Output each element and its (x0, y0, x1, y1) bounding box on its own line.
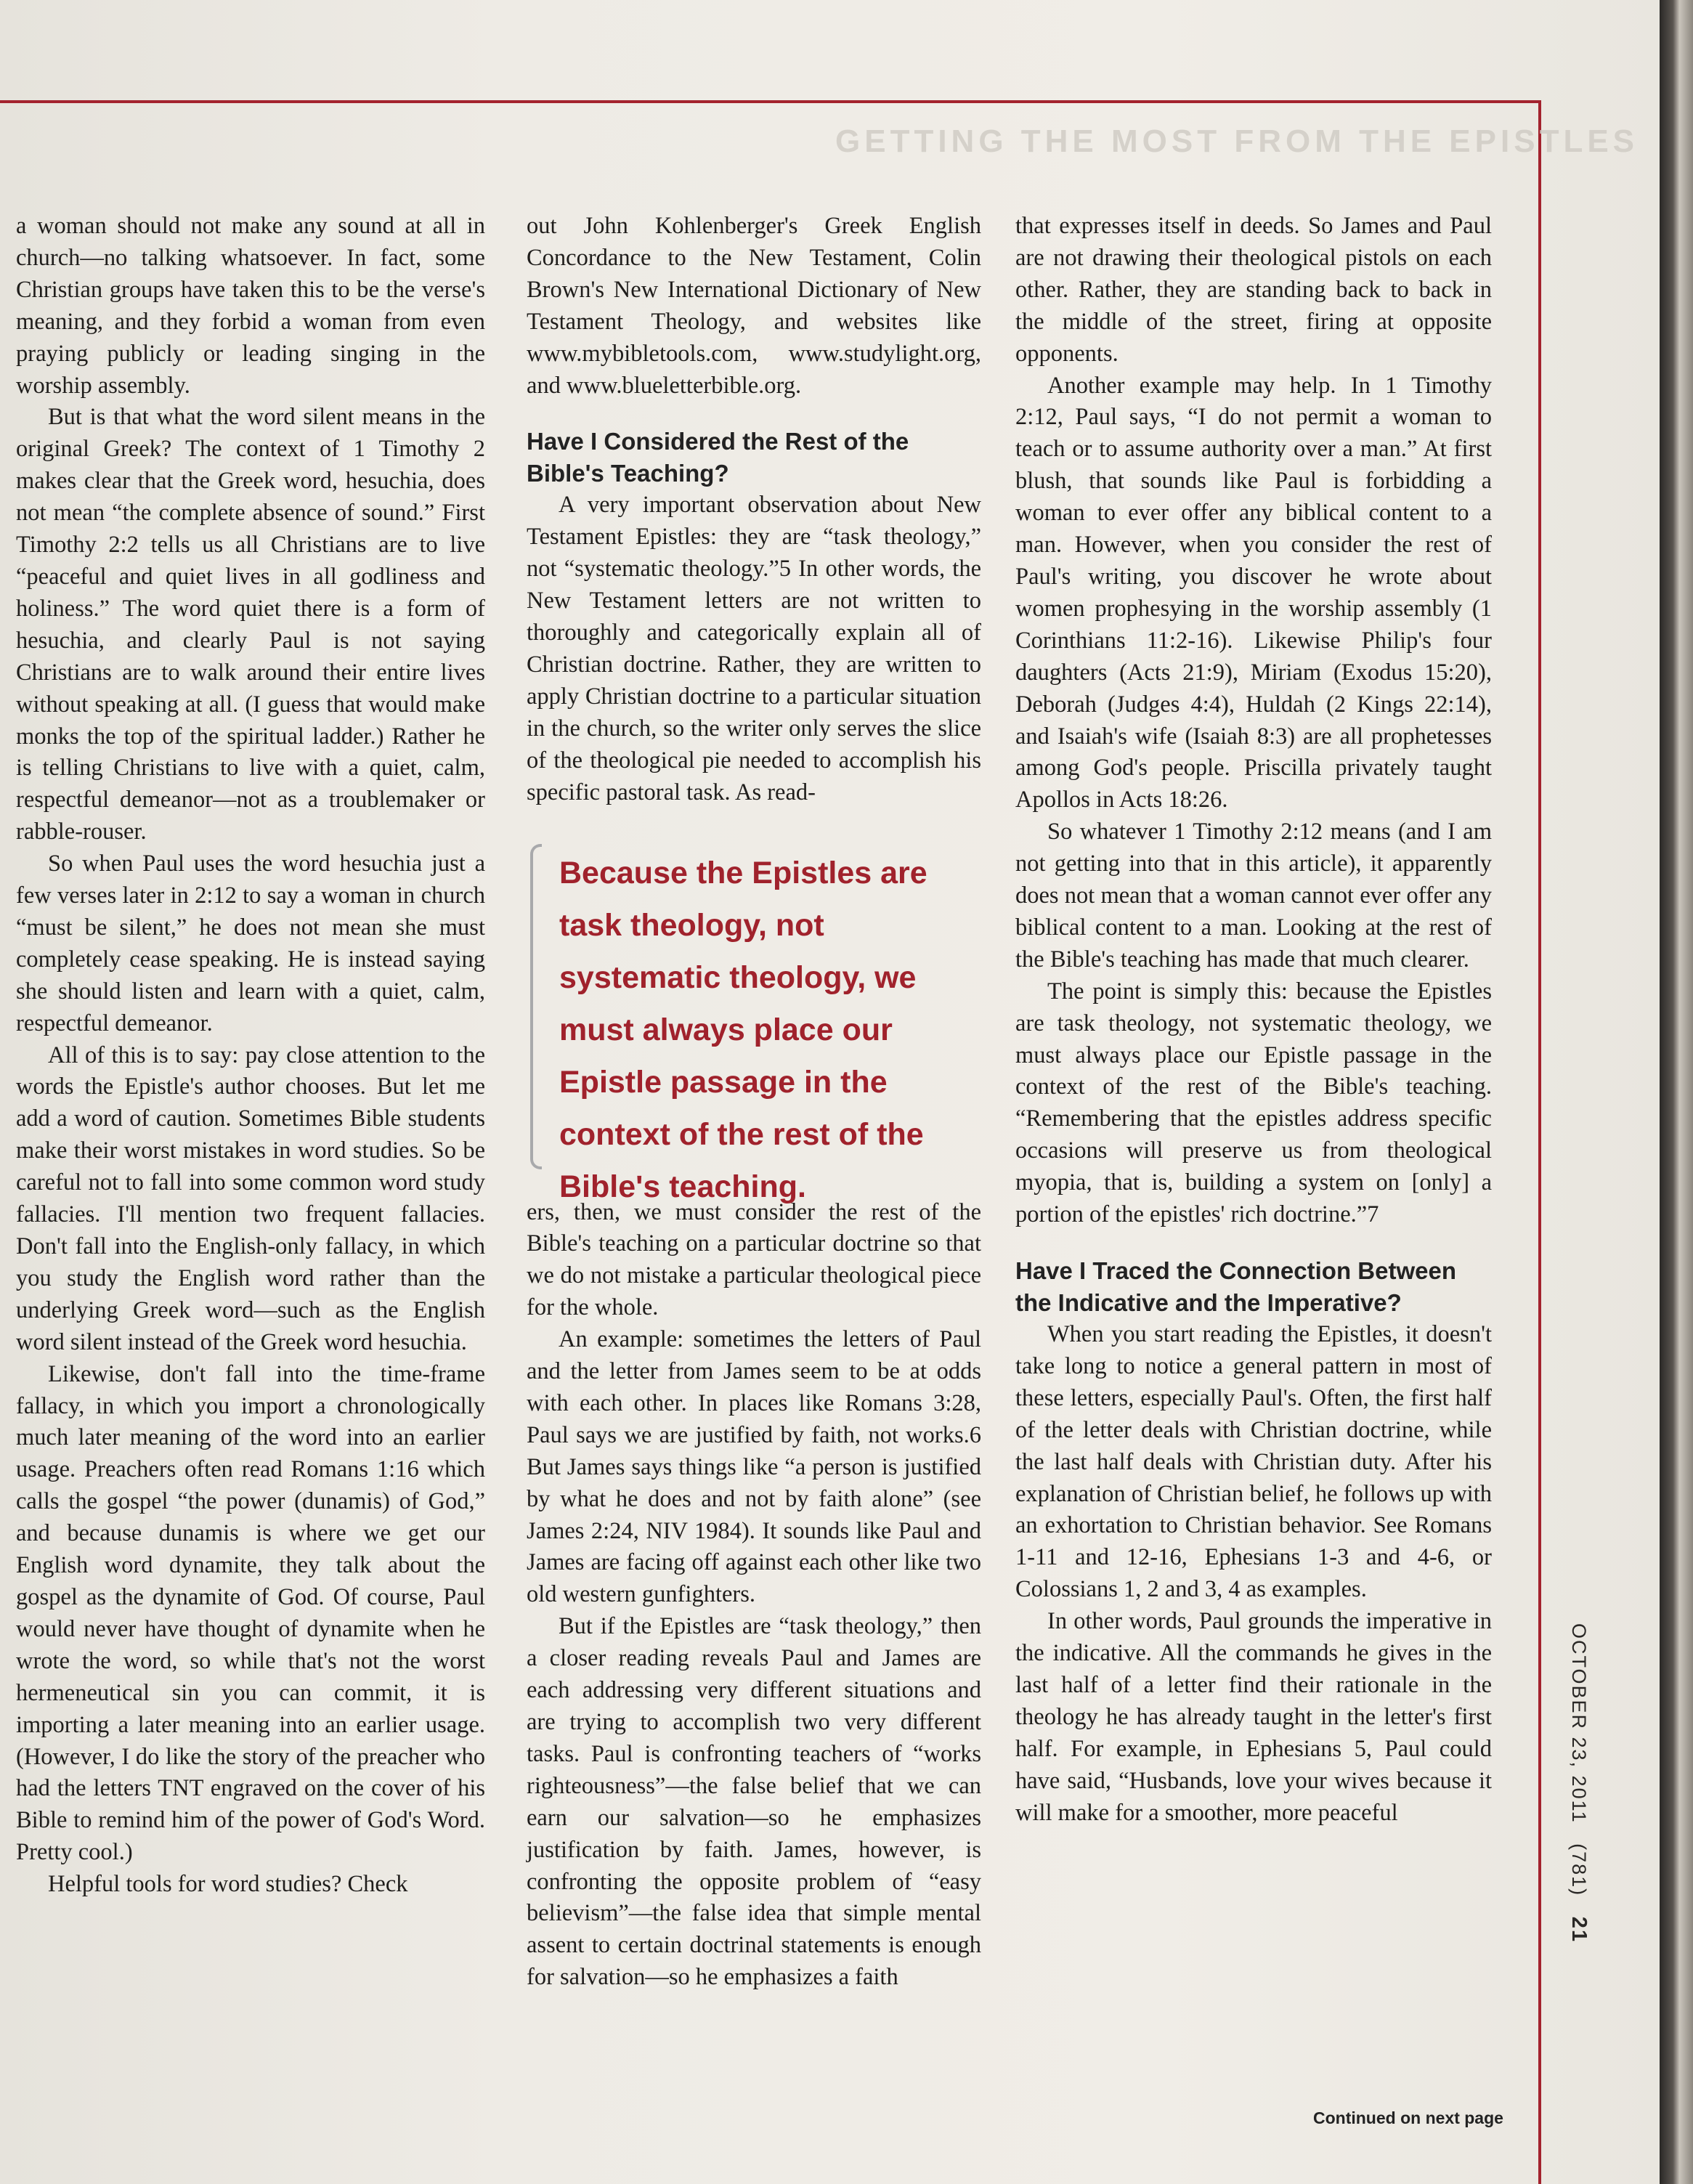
paragraph: So whatever 1 Timothy 2:12 means (and I am not getting into that in this article), it apparently does not mean that a woman cannot ever offer any biblical content to a man. Looking at the rest of the Bible's teaching has made that much clearer. (1015, 819, 1492, 973)
running-head: GETTING THE MOST FROM THE EPISTLES (835, 123, 1639, 159)
right-red-rule (1538, 100, 1541, 2184)
paragraph: When you start reading the Epistles, it doesn't take long to notice a general pattern in most of these letters, especially Paul's. Often, the first half of the letter deals with Christian doctrine, while the last half deals with Christian duty. After his explanation of Christian belief, he follows up with an exhortation to Christian behavior. See Romans 1-11 and 12-16, Ephesians 1-3 and 4-6, or Colossians 1, 2 and 3, 4 as examples. (1015, 1321, 1492, 1603)
paragraph: Another example may help. In 1 Timothy 2:12, Paul says, “I do not permit a woman to teach or to assume authority over a man.” At first blush, that sounds like Paul is forbidding a woman to ever offer any biblical content to a man. However, when you consider the rest of Paul's writing, you discover he wrote about women prophesying in the worship assembly (1 Corinthians 11:2-16). Likewise Philip's four daughters (Acts 21:9), Miriam (Exodus 15:20), Deborah (Judges 4:4), Huldah (2 Kings 22:14), and Isaiah's wife (Isaiah 8:3) are all prophetesses among God's people. Priscilla privately taught Apollos in Acts 18:26. (1015, 372, 1492, 813)
paragraph: A very important observation about New Testament Epistles: they are “task theology,” not “systematic theology.”5 In other words, the New Testament letters are not written to thoroughly and categorically explain all of Christian doctrine. Rather, they are written to apply Christian doctrine to a particular situation in the church, so the writer only serves the slice of the theological pie needed to accomplish his specific pastoral task. As read- (527, 492, 981, 805)
paragraph: that expresses itself in deeds. So James and Paul are not drawing their theological pistols on each other. Rather, they are standing back to back in the middle of the street, firing at opposite opponents. (1015, 213, 1492, 367)
paragraph: An example: sometimes the letters of Paul and the letter from James seem to be at odds with each other. In places like Romans 3:28, Paul says we are justified by faith, not works.6 But James says things like “a person is justified by what he does and not by faith alone” (see James 2:24, NIV 1984). It sounds like Paul and James are facing off against each other like two old western gunfighters. (527, 1326, 981, 1608)
paragraph: a woman should not make any sound at all in church—no talking whatsoever. In fact, some Christian groups have taken this to be the verse's meaning, and they forbid a woman from even praying publicly or leading singing in the worship assembly. (16, 213, 485, 399)
binding-edge (1660, 0, 1693, 2184)
issue-date: OCTOBER 23, 2011 (1568, 1623, 1590, 1824)
pull-quote-bracket (530, 844, 542, 1169)
paragraph: So when Paul uses the word hesuchia just a few verses later in 2:12 to say a woman in church “must be silent,” he does not mean she must completely cease speaking. He is instead saying she should listen and learn with a quiet, calm, respectful demeanor. (16, 851, 485, 1036)
paragraph: Helpful tools for word studies? Check (48, 1871, 408, 1898)
page-number: 21 (1567, 1916, 1591, 1943)
paragraph: In other words, Paul grounds the imperative in the indicative. All the commands he gives in the last half of a letter find their rationale in the theology he has already taught in the letter's first half. For example, in Ephesians 5, Paul could have said, “Husbands, love your wives because it will make for a smoother, more peaceful (1015, 1608, 1492, 1826)
section-heading: Have I Traced the Connection Between the Indicative and the Imperative? (1015, 1257, 1456, 1316)
paragraph: ers, then, we must consider the rest of the Bible's teaching on a particular doctrine so that we do not mistake a particular theological piece for the whole. (527, 1198, 981, 1321)
paragraph: But is that what the word silent means in the original Greek? The context of 1 Timothy 2 makes clear that the Greek word, hesuchia, does not mean “the complete absence of sound.” First Timothy 2:2 tells us all Christians are to live “peaceful and quiet lives in all godliness and holiness.” The word quiet there is a form of hesuchia, and clearly Paul is not saying Christians are to walk around their entire lives without speaking at all. (I guess that would make monks the top of the spiritual ladder.) Rather he is telling Christians to live with a quiet, calm, respectful demeanor—not as a troublemaker or rabble-rouser. (16, 404, 485, 845)
column-2 (527, 211, 981, 1994)
paragraph: But if the Epistles are “task theology,” then a closer reading reveals Paul and James are each addressing very different situations and are trying to accomplish two very different tasks. Paul is confronting teachers of “works righteousness”—the false belief that we can earn our salvation—so he emphasizes justification by faith. James, however, is confronting the opposite problem of “easy believism”—the false idea that simple mental assent to certain doctrinal statements is enough for salvation—so he emphasizes a faith (527, 1613, 981, 1991)
top-red-rule (0, 100, 1540, 103)
pull-quote-text: Because the Epistles are task theology, not systematic theology, we must always place our Epistle passage in the context of the rest of the Bible's teaching. (559, 855, 927, 1204)
paragraph: The point is simply this: because the Epistles are task theology, not systematic theology, we must always place our Epistle passage in the context of the rest of the Bible's teaching. “Remembering that the epistles address specific occasions will preserve us from theological myopia, that is, building a system on [only] a portion of the epistles' rich doctrine.”7 (1015, 978, 1492, 1228)
paragraph: Likewise, don't fall into the time-frame fallacy, in which you import a chronologically much later meaning of the word into an earlier usage. Preachers often read Romans 1:16 which calls the gospel “the power (dunamis) of God,” and because dunamis is where we get our English word dynamite, they talk about the gospel as the dynamite of God. Of course, Paul would never have thought of dynamite when he wrote the word, so while that's not the worst hermeneutical sin you can commit, it is importing a later meaning into an earlier usage. (However, I do like the story of the preacher who had the letters TNT engraved on the cover of his Bible to remind him of the power of God's Word. Pretty cool.) (16, 1360, 485, 1866)
continued-note: Continued on next page (1313, 2108, 1503, 2127)
section-heading: Have I Considered the Rest of the Bible's Teaching? (527, 428, 909, 487)
paragraph: out John Kohlenberger's Greek English Concordance to the New Testament, Colin Brown's New International Dictionary of New Testament Theology, and websites like www.mybibletools.com, www.studylight.org, and www.blueletterbible.org. (527, 213, 981, 399)
pull-quote (527, 841, 981, 1204)
issue-number: (781) (1568, 1843, 1590, 1897)
paragraph: All of this is to say: pay close attention to the words the Epistle's author chooses. But let me add a word of caution. Sometimes Bible students make their worst mistakes in word studies. So be careful not to fall into some common word study fallacies. I'll mention two frequent fallacies. Don't fall into the English-only fallacy, in which you study the English word rather than the underlying Greek word—such as the English word silent instead of the Greek word hesuchia. (16, 1042, 485, 1355)
folio (1562, 1623, 1605, 2161)
column-1 (16, 211, 485, 1901)
column-3 (1015, 211, 1492, 1830)
